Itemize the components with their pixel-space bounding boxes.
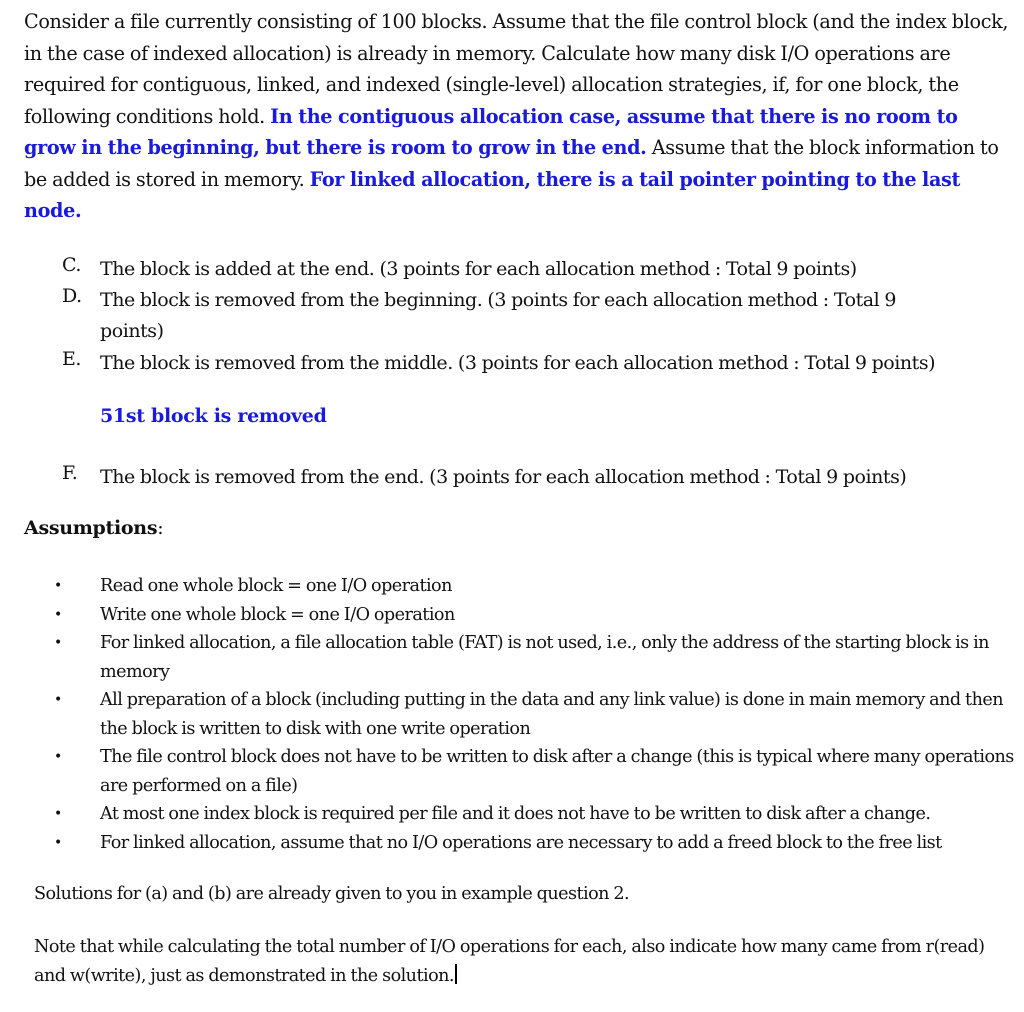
assumption-text: For linked allocation, a file allocation table (FAT) is not used, i.e., only the address of the starting block is in memory: [100, 633, 989, 682]
question-letter: C.: [62, 254, 81, 276]
question-letter: D.: [62, 285, 82, 307]
contiguous-allocation-highlight: In the contiguous allocation case, assume that there is no room to grow in the beginning, but there is room to grow in the end.: [24, 104, 958, 159]
question-text: The block is removed from the middle. (3 points for each allocation method : Total 9 points): [100, 352, 936, 374]
assumption-text: Read one whole block = one I/O operation: [100, 576, 452, 596]
bullet-icon: •: [54, 834, 62, 851]
problem-statement: [24, 6, 1014, 227]
assumptions-heading-colon: :: [157, 517, 164, 539]
question-text: The block is removed from the beginning. (3 points for each allocation method : Total 9 points): [100, 289, 896, 342]
assumptions-heading-label: Assumptions: [24, 517, 158, 539]
text-cursor: [455, 964, 457, 984]
calculation-note-text: Note that while calculating the total number of I/O operations for each, also indicate how many came from r(read) and w(write), just as demonstrated in the solution.: [34, 937, 985, 986]
assumption-text: All preparation of a block (including putting in the data and any link value) is done in main memory and then the block is written to disk with one write operation: [100, 690, 1004, 739]
bullet-icon: •: [54, 635, 62, 651]
assumption-text: At most one index block is required per file and it does not have to be written to disk after a change.: [100, 804, 931, 824]
bullet-icon: •: [54, 606, 62, 623]
bullet-icon: •: [54, 749, 62, 765]
bullet-icon: •: [54, 578, 62, 594]
bullet-icon: •: [54, 692, 62, 708]
question-letter: F.: [62, 462, 78, 484]
calculation-note[interactable]: [34, 933, 1009, 990]
problem-text-part1: Consider a file currently consisting of 100 blocks. Assume that the file control block (and the index block, in the case of indexed allocation) is already in memory. Calculate how many disk I/O operations are required for contiguous, linked, and indexed (single-level) allocation strategies, if, for one block, the following conditions hold.: [24, 10, 1009, 128]
linked-allocation-highlight: For linked allocation, there is a tail pointer pointing to the last node.: [24, 167, 961, 222]
solutions-note: Solutions for (a) and (b) are already given to you in example question 2.: [34, 884, 630, 904]
assumptions-heading: [24, 517, 163, 539]
question-text: The block is added at the end. (3 points for each allocation method : Total 9 points): [100, 258, 857, 280]
middle-block-note: 51st block is removed: [100, 405, 327, 427]
problem-text-part2: Assume that the block information to be added is stored in memory.: [24, 136, 999, 191]
assumption-text: The file control block does not have to be written to disk after a change (this is typical where many operations are performed on a file): [100, 747, 1014, 796]
assumption-text: For linked allocation, assume that no I/O operations are necessary to add a freed block to the free list: [100, 832, 942, 853]
assumption-text: Write one whole block = one I/O operation: [100, 604, 455, 625]
question-text: The block is removed from the end. (3 points for each allocation method : Total 9 points): [100, 466, 907, 488]
question-letter: E.: [62, 348, 82, 370]
bullet-icon: •: [54, 806, 62, 822]
